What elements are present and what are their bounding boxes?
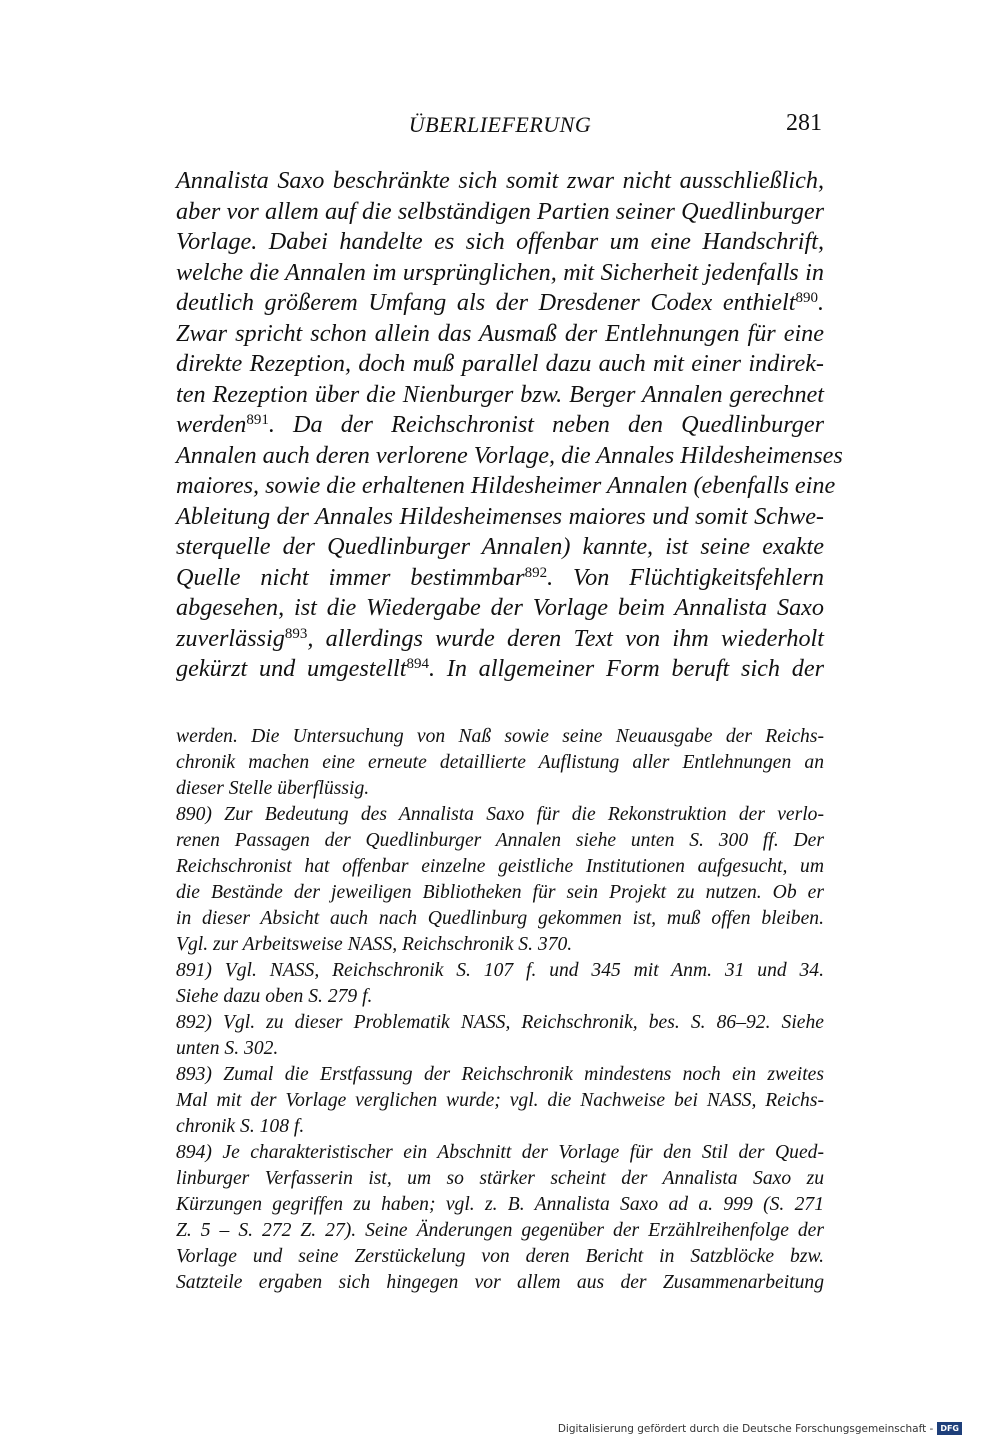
body-line-text: ten Rezeption über die Nienburger bzw. Berger Annalen gerechnet <box>176 380 824 408</box>
body-line-text: abgesehen, ist die Wiedergabe der Vorlage beim Annalista Saxo <box>176 594 824 621</box>
footnote-line: Siehe dazu oben S. 279 f. <box>176 986 373 1007</box>
body-line-text: Ableitung der Annales Hildesheimenses maiores und somit Schwe- <box>176 502 824 530</box>
body-line <box>176 380 824 411</box>
body-line-tail: . Da der Reichschronist neben den Quedlinburger <box>268 411 824 438</box>
body-line-text: welche die Annalen im ursprünglichen, mit Sicherheit jedenfalls in <box>176 258 824 286</box>
body-line <box>176 197 824 228</box>
body-line <box>176 319 824 350</box>
dfg-logo: DFG <box>937 1422 962 1435</box>
body-line <box>176 441 843 472</box>
body-line-text: Vorlage. Dabei handelte es sich offenbar um eine Handschrift, <box>176 228 824 255</box>
body-line <box>176 532 824 563</box>
body-line-text: Annalen auch deren verlorene Vorlage, die Annales Hildesheimenses <box>176 441 843 469</box>
footnote-reference: 894 <box>406 655 429 672</box>
footnote-reference: 892 <box>524 564 548 581</box>
footnotes-block <box>176 724 824 1296</box>
footnote-line: chronik S. 108 f. <box>176 1116 305 1137</box>
running-head <box>176 112 824 146</box>
body-line <box>176 258 824 289</box>
footnote-line: linburger Verfasserin ist, um so stärker scheint der Annalista Saxo zu <box>176 1168 824 1189</box>
footnote-line: 892) Vgl. zu dieser Problematik NASS, Reichschronik, bes. S. 86–92. Siehe <box>176 1012 824 1033</box>
body-line <box>176 288 824 319</box>
footnote-reference: 891 <box>246 411 269 428</box>
body-line <box>176 471 836 502</box>
digitization-note: Digitalisierung gefördert durch die Deutsche Forschungsgemeinschaft - <box>557 1422 934 1435</box>
body-line-tail: . <box>817 289 824 316</box>
body-line-text: Quelle nicht immer bestimmbar <box>176 563 525 591</box>
body-line-text: maiores, sowie die erhaltenen Hildesheimer Annalen (ebenfalls eine <box>176 472 836 499</box>
footnote-line: Reichschronist hat offenbar einzelne geistliche Institutionen aufgesucht, um <box>176 856 824 877</box>
body-line-text: werden <box>176 411 247 438</box>
footnote-line: Z. 5 – S. 272 Z. 27). Seine Änderungen gegenüber der Erzählreihenfolge der <box>176 1220 824 1241</box>
body-line-tail: , allerdings wurde deren Text von ihm wiederholt <box>307 624 824 652</box>
body-line-text: direkte Rezeption, doch muß parallel dazu auch mit einer indirek- <box>176 350 824 377</box>
footnote-reference: 893 <box>284 625 308 642</box>
footnote-line: dieser Stelle überflüssig. <box>176 778 370 799</box>
footnote-line: Satzteile ergaben sich hingegen vor allem aus der Zusammenarbeitung <box>176 1272 824 1293</box>
footnote-line: unten S. 302. <box>176 1038 279 1059</box>
body-line <box>176 410 824 441</box>
footnote-line: 893) Zumal die Erstfassung der Reichschronik mindestens noch ein zweites <box>176 1064 824 1085</box>
footnote-reference: 890 <box>795 289 818 306</box>
footnote-line: 890) Zur Bedeutung des Annalista Saxo für die Rekonstruktion der verlo- <box>176 804 824 825</box>
body-line <box>176 502 824 533</box>
body-line-text: Zwar spricht schon allein das Ausmaß der Entlehnungen für eine <box>176 319 824 347</box>
body-line <box>176 349 824 380</box>
footnote-line: die Bestände der jeweiligen Bibliotheken für sein Projekt zu nutzen. Ob er <box>176 882 824 903</box>
footnote-line: Mal mit der Vorlage verglichen wurde; vgl. die Nachweise bei NASS, Reichs- <box>176 1090 824 1111</box>
body-line-text: aber vor allem auf die selbständigen Partien seiner Quedlinburger <box>176 197 824 225</box>
body-line-text: sterquelle der Quedlinburger Annalen) kannte, ist seine exakte <box>176 533 824 560</box>
body-line-text: Annalista Saxo beschränkte sich somit zwar nicht ausschließlich, <box>176 167 824 194</box>
footnote-line: Vorlage und seine Zerstückelung von deren Bericht in Satzblöcke bzw. <box>176 1246 824 1267</box>
footnote-line: in dieser Absicht auch nach Quedlinburg gekommen ist, muß offen bleiben. <box>176 908 824 929</box>
footnote-line: Vgl. zur Arbeitsweise NASS, Reichschronik S. 370. <box>176 934 573 955</box>
body-line-tail: . In allgemeiner Form beruft sich der <box>428 655 825 682</box>
body-line <box>176 624 824 655</box>
body-line <box>176 166 824 197</box>
footnote-line: renen Passagen der Quedlinburger Annalen siehe unten S. 300 ff. Der <box>176 830 824 851</box>
body-line-tail: . Von Flüchtigkeitsfehlern <box>547 563 824 591</box>
body-line <box>176 227 824 258</box>
body-line <box>176 593 824 624</box>
footnote-line: 891) Vgl. NASS, Reichschronik S. 107 f. und 345 mit Anm. 31 und 34. <box>176 960 824 981</box>
main-text-block <box>176 166 843 685</box>
footnote-line: chronik machen eine erneute detaillierte Auflistung aller Entlehnungen an <box>176 752 824 773</box>
footnote-line: 894) Je charakteristischer ein Abschnitt der Vorlage für den Stil der Qued- <box>176 1142 824 1163</box>
running-title: ÜBERLIEFERUNG <box>408 112 592 137</box>
body-line-text: zuverlässig <box>176 624 285 652</box>
body-line <box>176 654 824 685</box>
body-line-text: deutlich größerem Umfang als der Dresdener Codex enthielt <box>176 289 796 316</box>
footnote-line: Kürzungen gegriffen zu haben; vgl. z. B. Annalista Saxo ad a. 999 (S. 271 <box>176 1194 824 1215</box>
body-line-text: gekürzt und umgestellt <box>176 655 407 682</box>
footnote-line: werden. Die Untersuchung von Naß sowie seine Neuausgabe der Reichs- <box>176 726 824 747</box>
page-number: 281 <box>786 110 822 136</box>
body-line <box>176 563 824 594</box>
digitization-credit <box>558 1422 962 1435</box>
